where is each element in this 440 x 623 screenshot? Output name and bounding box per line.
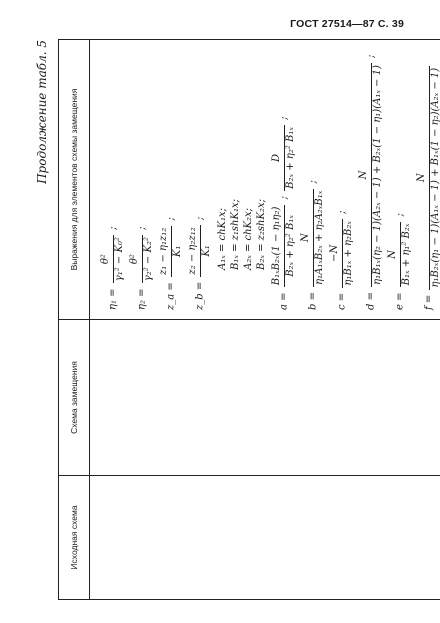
cell-source-scheme: [90, 476, 440, 600]
table-continuation-title: Продолжение табл. 5: [35, 40, 49, 184]
formula-b: b = N η₁A₁ₓB₂ₓ + η₂A₂ₓB₁ₓ ;: [300, 180, 325, 310]
formula-b1x: B₁ₓ = z₁shK₁x;: [230, 199, 241, 270]
formula-zb: z_b = z₂ − η₂z₁₂ K₁ ;: [187, 216, 212, 310]
rotated-table-area: [30, 40, 440, 600]
formula-hyperbolic-group: [216, 47, 268, 270]
formula-eta1: η₁ = θ² γ₁² − K₀² ;: [100, 226, 125, 310]
formula-list: [91, 41, 440, 318]
formula-b2x: B₂ₓ = z₂shK₂x;: [256, 199, 267, 270]
page-header: ГОСТ 27514—87 С. 39: [290, 18, 404, 30]
formula-a1x: A₁ₓ = chK₁x;: [217, 207, 228, 270]
cell-equivalent-scheme: [90, 320, 440, 476]
cell-expressions: [90, 40, 440, 320]
formula-e: e = N B₁ₓ + η₁² B₂ₓ ;: [387, 213, 412, 310]
formula-d: d = N η₁B₁ₓ(η₂ − 1)(A₂ₓ − 1) + B₂ₓ(1 − η₁)(A₁ₓ − 1) ;: [358, 54, 383, 310]
formula-a: a = B₁ₓB₂ₓ(1 − η₁η₂) B₂ₓ + η₂² B₁ₓ ; D B₂ₓ + η₂² B₁ₓ ;: [271, 116, 296, 310]
formula-c: c = −N η₁B₁ₓ + η₂B₂ₓ ;: [329, 210, 354, 310]
formula-f: f = N η₁B₂ₓ(η₁ − 1)(A₁ₓ − 1) + B₁ₓ(1 − η₂)(A₂ₓ − 1): [416, 67, 440, 310]
formula-a2x: A₂ₓ = chK₂x;: [243, 207, 254, 270]
column-header-equivalent-scheme: Схема замещения: [59, 320, 90, 476]
column-header-source-scheme: Исходная схема: [59, 476, 90, 600]
gost-table: [58, 39, 440, 600]
formula-za: z_a = z₁ − η₁z₁₂ K₁ ;: [158, 217, 183, 310]
column-header-expressions: Выражения для элементов схемы замещения: [59, 40, 90, 320]
formula-eta2: η₂ = θ² γ₂² − K₂² ;: [129, 226, 154, 310]
